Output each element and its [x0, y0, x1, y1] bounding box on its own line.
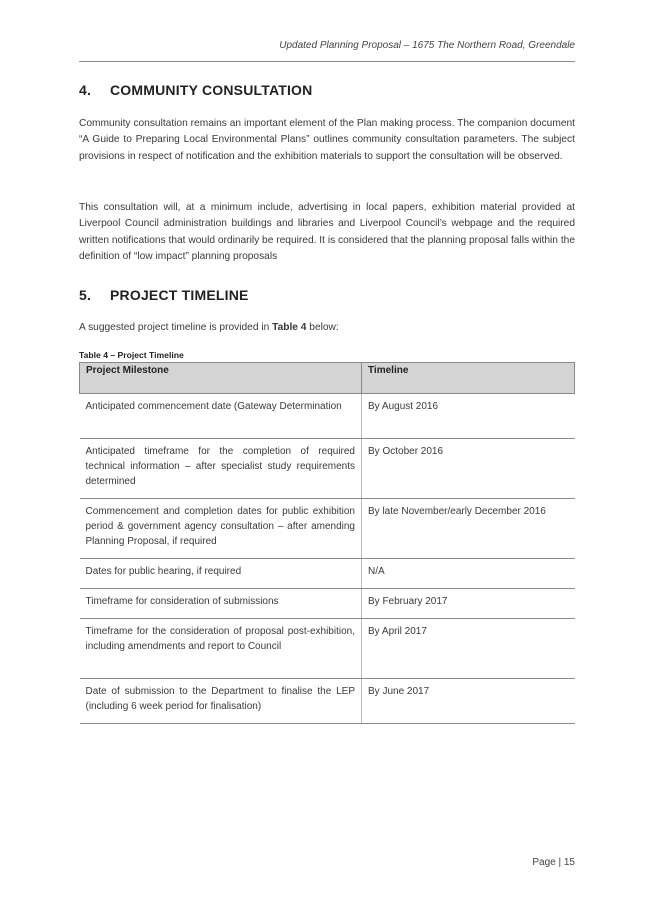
- header-rule: [79, 61, 575, 62]
- milestone-cell: Anticipated commencement date (Gateway Determination: [80, 394, 362, 439]
- milestone-cell: Anticipated timeframe for the completion of required technical information – after specialist study requirements determined: [80, 439, 362, 499]
- project-timeline-table: [79, 362, 575, 724]
- consultation-paragraph-1: Community consultation remains an important element of the Plan making process. The companion document “A Guide to Preparing Local Environmental Plans” outlines community consultation parameters. The subject provisions in respect of notification and the exhibition materials to support the consultation will be observed.: [79, 118, 575, 162]
- timeline-cell: By October 2016: [362, 439, 575, 499]
- section-4-heading: [79, 82, 312, 98]
- milestone-cell: Timeframe for the consideration of proposal post-exhibition, including amendments and report to Council: [80, 619, 362, 679]
- page-header: Updated Planning Proposal – 1675 The Northern Road, Greendale: [279, 40, 575, 51]
- timeline-cell: By August 2016: [362, 394, 575, 439]
- intro-text: A suggested project timeline is provided in: [79, 322, 273, 333]
- column-header-timeline: Timeline: [362, 363, 575, 394]
- milestone-cell: Timeframe for consideration of submissions: [80, 589, 362, 619]
- milestone-cell: Date of submission to the Department to finalise the LEP (including 6 week period for finalisation): [80, 679, 362, 724]
- table-row: [80, 559, 575, 589]
- consultation-paragraph-2: This consultation will, at a minimum include, advertising in local papers, exhibition material provided at Liverpool Council administration buildings and libraries and Liverpool Council’s webpage and the required written notifications that would ordinarily be required. It is considered that the planning proposal falls within the definition of “low impact” planning proposals: [79, 202, 575, 263]
- section-4-title: COMMUNITY CONSULTATION: [110, 82, 313, 98]
- table-row: [80, 589, 575, 619]
- table-row: [80, 439, 575, 499]
- section-4-number: 4.: [79, 82, 92, 98]
- milestone-cell: Dates for public hearing, if required: [80, 559, 362, 589]
- timeline-intro: [79, 320, 575, 336]
- table-caption: Table 4 – Project Timeline: [79, 350, 184, 360]
- timeline-cell: N/A: [362, 559, 575, 589]
- section-5-number: 5.: [79, 287, 92, 303]
- table-row: [80, 679, 575, 724]
- intro-text-end: below:: [306, 322, 339, 333]
- page-number: Page | 15: [532, 857, 575, 868]
- timeline-cell: By late November/early December 2016: [362, 499, 575, 559]
- intro-table-ref: Table 4: [272, 322, 307, 333]
- timeline-cell: By February 2017: [362, 589, 575, 619]
- timeline-cell: By April 2017: [362, 619, 575, 679]
- timeline-cell: By June 2017: [362, 679, 575, 724]
- table-row: [80, 499, 575, 559]
- section-5-title: PROJECT TIMELINE: [110, 287, 249, 303]
- table-row: [80, 394, 575, 439]
- section-5-heading: [79, 287, 249, 303]
- column-header-milestone: Project Milestone: [80, 363, 362, 394]
- table-header-row: [80, 363, 575, 394]
- milestone-cell: Commencement and completion dates for public exhibition period & government agency consultation – after amending Planning Proposal, if required: [80, 499, 362, 559]
- table-row: [80, 619, 575, 679]
